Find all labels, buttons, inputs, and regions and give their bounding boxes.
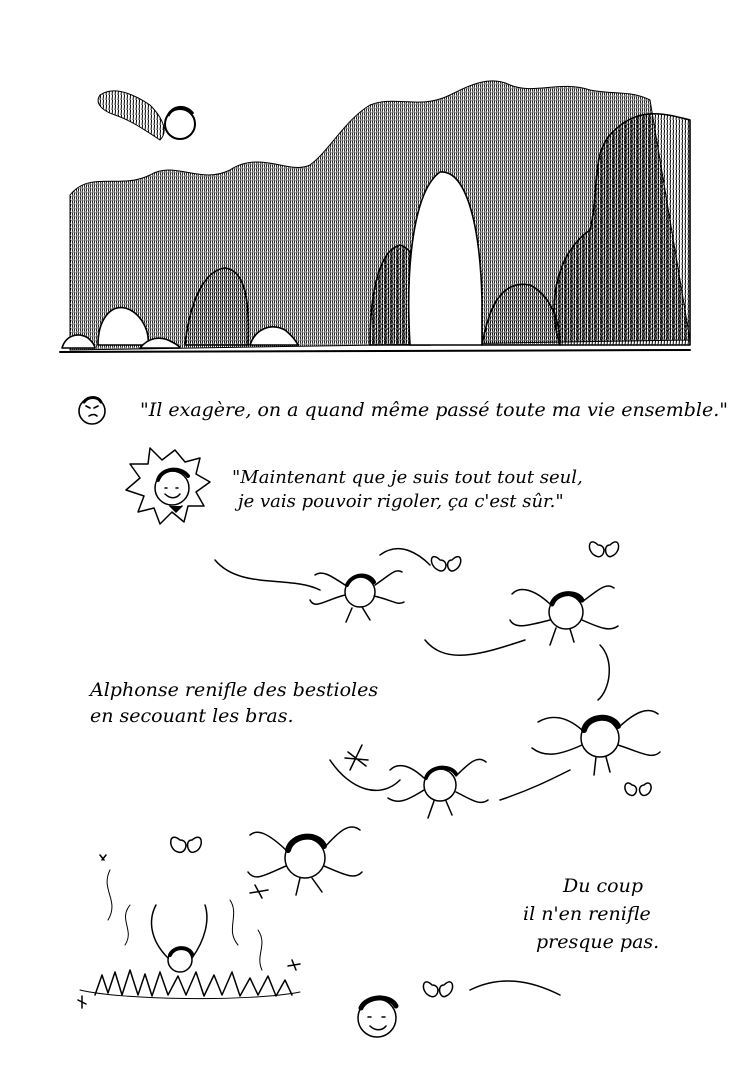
character-icon	[152, 905, 207, 972]
flight-path-1	[215, 560, 320, 590]
dialogue-line-2b: je vais pouvoir rigoler, ça c'est sûr."	[238, 491, 564, 512]
caption-1a: Alphonse renifle des bestioles	[90, 679, 379, 701]
grass-tuft	[95, 970, 292, 996]
dialogue-line-1: "Il exagère, on a quand même passé toute ma vie ensemble."	[140, 399, 729, 421]
character-icon	[388, 759, 488, 818]
dragonfly-icon	[345, 745, 368, 770]
caption-1b: en secouant les bras.	[90, 705, 294, 727]
caption-2b: il n'en renifle	[523, 903, 651, 925]
butterfly-icon	[171, 837, 202, 852]
butterfly-icon	[589, 542, 618, 557]
flight-path-4	[598, 645, 609, 700]
flight-path-5	[500, 770, 570, 800]
caption-2a: Du coup	[563, 875, 643, 897]
butterfly-icon	[431, 557, 460, 571]
character-icon	[248, 827, 362, 895]
character-icon	[358, 998, 396, 1037]
butterfly-icon	[423, 982, 452, 997]
flight-path-2	[380, 549, 430, 565]
character-icon	[510, 586, 618, 645]
dialogue-line-2a: "Maintenant que je suis tout tout seul,	[232, 467, 583, 488]
flight-path-3	[425, 640, 525, 655]
character-icon	[310, 571, 404, 622]
character-icon	[532, 710, 660, 775]
flight-path-7	[470, 981, 560, 995]
caption-2c: presque pas.	[536, 931, 660, 953]
butterfly-icon	[625, 783, 651, 795]
